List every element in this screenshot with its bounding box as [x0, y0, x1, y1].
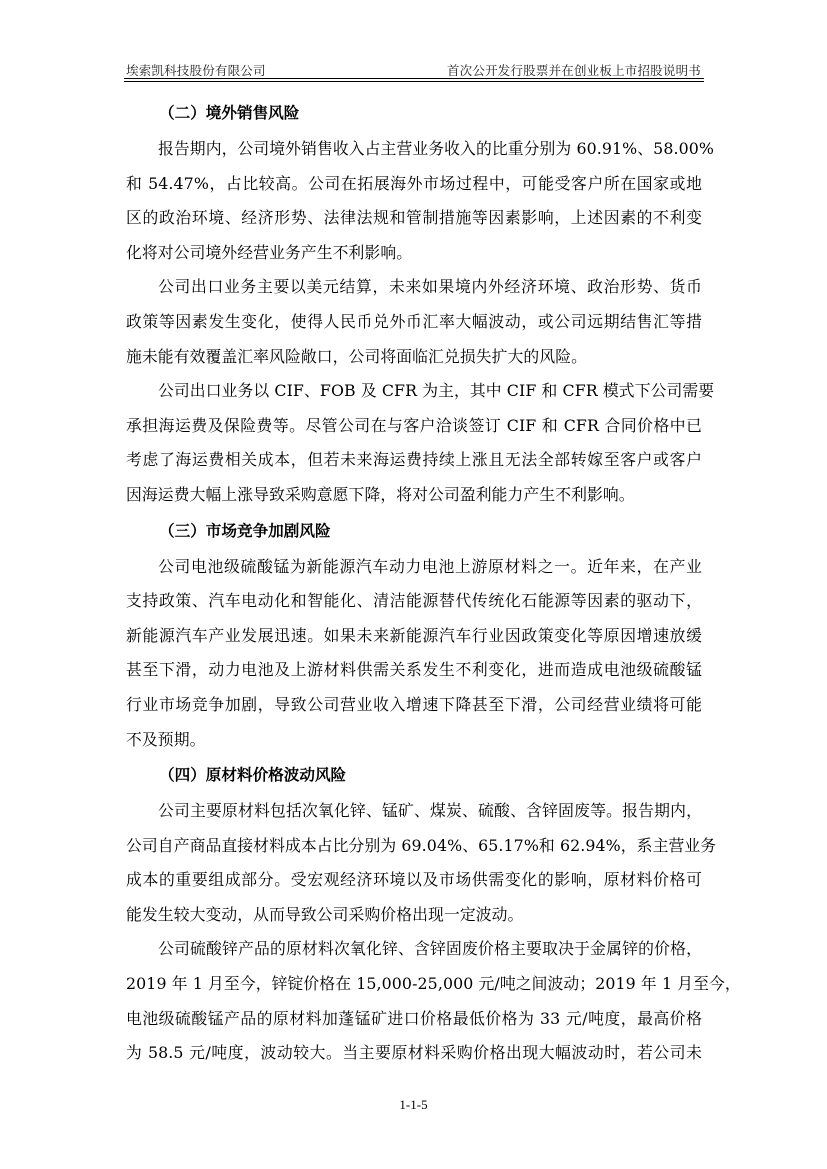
header-rule-top — [124, 78, 704, 79]
section-heading: （四）原材料价格波动风险 — [159, 766, 347, 785]
paragraph-line: 电池级硫酸锰产品的原材料加蓬锰矿进口价格最低价格为 33 元/吨度，最高价格 — [126, 1008, 702, 1028]
paragraph-line: 施未能有效覆盖汇率风险敞口，公司将面临汇兑损失扩大的风险。 — [126, 346, 588, 366]
body-paragraph — [126, 932, 741, 1070]
section-heading: （三）市场竞争加剧风险 — [159, 521, 331, 540]
header-company-name: 埃索凯科技股份有限公司 — [126, 63, 266, 78]
header-document-title: 首次公开发行股票并在创业板上市招股说明书 — [446, 63, 701, 78]
paragraph-line: 公司电池级硫酸锰为新能源汽车动力电池上游原材料之一。近年来，在产业 — [158, 556, 702, 576]
paragraph-line: 因海运费大幅上涨导致采购意愿下降，将对公司盈利能力产生不利影响。 — [126, 484, 635, 504]
section-heading: （二）境外销售风险 — [159, 104, 300, 122]
paragraph-line: 区的政治环境、经济形势、法律法规和管制措施等因素影响，上述因素的不利变 — [126, 208, 702, 228]
paragraph-line: 和 54.47%，占比较高。公司在拓展海外市场过程中，可能受客户所在国家或地 — [126, 173, 702, 193]
paragraph-line: 政策等因素发生变化，使得人民币兑外币汇率大幅波动，或公司远期结售汇等措 — [126, 311, 702, 331]
paragraph-line: 甚至下滑，动力电池及上游材料供需关系发生不利变化，进而造成电池级硫酸锰 — [126, 660, 702, 680]
body-paragraph — [126, 270, 702, 374]
page-number: 1-1-5 — [399, 1097, 428, 1112]
paragraph-line: 成本的重要组成部分。受宏观经济环境以及市场供需变化的影响，原材料价格可 — [126, 870, 702, 890]
paragraph-line: 能发生较大变动，从而导致公司采购价格出现一定波动。 — [126, 904, 524, 924]
header-rule-bottom — [124, 81, 704, 82]
paragraph-line: 不及预期。 — [126, 729, 206, 749]
body-paragraph — [126, 132, 715, 270]
paragraph-line: 公司出口业务以 CIF、FOB 及 CFR 为主，其中 CIF 和 CFR 模式下公司需要 — [158, 381, 715, 401]
paragraph-line: 报告期内，公司境外销售收入占主营业务收入的比重分别为 60.91%、58.00% — [158, 139, 715, 158]
paragraph-line: 为 58.5 元/吨度，波动较大。当主要原材料采购价格出现大幅波动时，若公司未 — [126, 1043, 702, 1063]
paragraph-line: 考虑了海运费相关成本，但若未来海运费持续上涨且无法全部转嫁至客户或客户 — [126, 450, 702, 470]
paragraph-line: 公司硫酸锌产品的原材料次氧化锌、含锌固废价格主要取决于金属锌的价格， — [158, 939, 702, 959]
paragraph-line: 新能源汽车产业发展迅速。如果未来新能源汽车行业因政策变化等原因增速放缓 — [126, 625, 702, 645]
paragraph-line: 公司出口业务主要以美元结算，未来如果境内外经济环境、政治形势、货币 — [158, 277, 702, 297]
paragraph-line: 2019 年 1 月至今，锌锭价格在 15,000-25,000 元/吨之间波动；2019 年 1 月至今， — [126, 974, 741, 994]
paragraph-line: 化将对公司境外经营业务产生不利影响。 — [126, 242, 413, 262]
paragraph-line: 行业市场竞争加剧，导致公司营业收入增速下降甚至下滑，公司经营业绩将可能 — [126, 694, 702, 714]
document-body — [126, 95, 741, 1071]
paragraph-line: 公司自产商品直接材料成本占比分别为 69.04%、65.17%和 62.94%，系主营业务 — [126, 835, 717, 855]
paragraph-line: 支持政策、汽车电动化和智能化、清洁能源替代传统化石能源等因素的驱动下， — [126, 591, 702, 611]
paragraph-line: 承担海运费及保险费等。尽管公司在与客户洽谈签订 CIF 和 CFR 合同价格中已 — [126, 415, 702, 435]
body-paragraph — [126, 374, 715, 512]
body-paragraph — [126, 550, 702, 758]
paragraph-line: 公司主要原材料包括次氧化锌、锰矿、煤炭、硫酸、含锌固废等。报告期内， — [158, 801, 702, 821]
body-paragraph — [126, 794, 717, 932]
